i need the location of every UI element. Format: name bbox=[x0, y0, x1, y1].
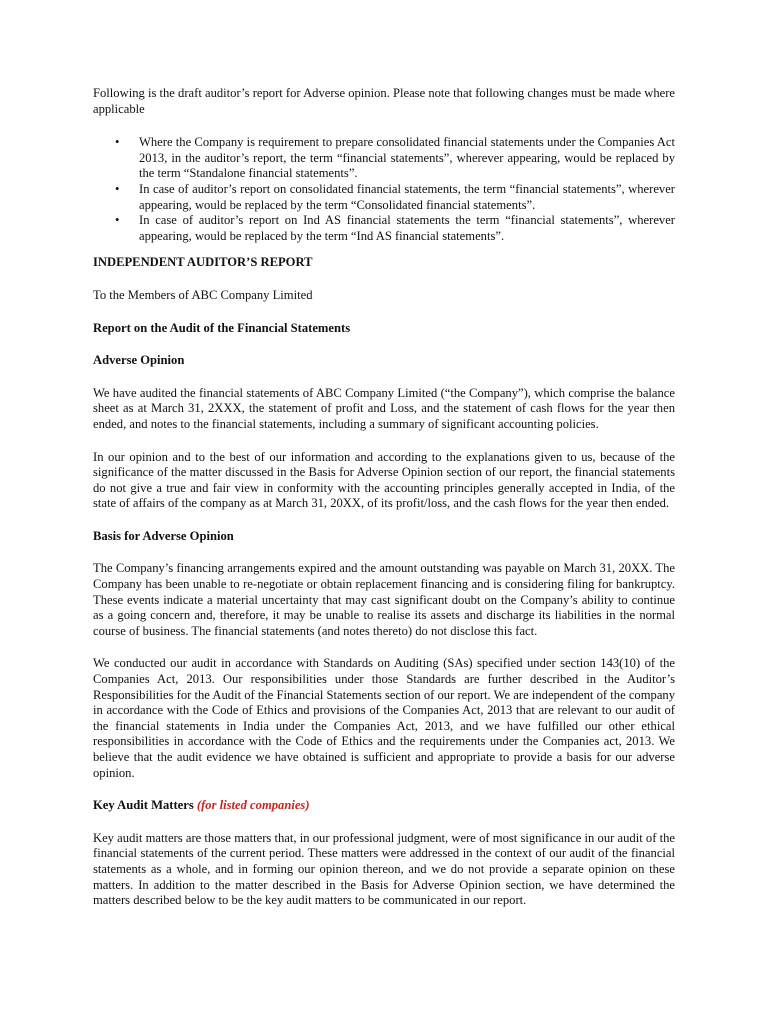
section-title: Report on the Audit of the Financial Statements bbox=[93, 320, 351, 335]
report-title: INDEPENDENT AUDITOR’S REPORT bbox=[93, 255, 313, 270]
basis-paragraph: We conducted our audit in accordance with Standards on Auditing (SAs) specified under section 143(10) of the Companies Act, 2013. Our responsibilities under those Standards are further described in the Auditor’s Responsibilities for the Audit of the Financial Statements section of our report. We are independent of the company in accordance with the Code of Ethics and provisions of the Companies Act, 2013 that are relevant to our audit of the financial statements in India under the Companies Act, 2013, and we have fulfilled our other ethical responsibilities in accordance with the Code of Ethics and the requirements under the Companies act, 2013. We believe that the audit evidence we have obtained is sufficient and appropriate to provide a basis for our adverse opinion. bbox=[93, 656, 675, 780]
list-item-text: In case of auditor’s report on Ind AS financial statements the term “financial statements”, wherever appearing, would be replaced by the term “Ind AS financial statements”. bbox=[139, 213, 675, 243]
addressee: To the Members of ABC Company Limited bbox=[93, 287, 313, 302]
kam-paragraph: Key audit matters are those matters that, in our professional judgment, were of most significance in our audit of the financial statements of the current period. These matters were addressed in the context of our audit of the financial statements as a whole, and in forming our opinion thereon, and we do not provide a separate opinion on these matters. In addition to the matter described in the Basis for Adverse Opinion section, we have determined the matters described below to be the key audit matters to be communicated in our report. bbox=[93, 830, 675, 908]
list-item-text: In case of auditor’s report on consolidated financial statements, the term “financial statements”, wherever appearing, would be replaced by the term “Consolidated financial statements”. bbox=[139, 181, 675, 212]
adverse-opinion-heading: Adverse Opinion bbox=[93, 353, 185, 368]
key-audit-matters-heading bbox=[93, 798, 675, 814]
bullet-icon: • bbox=[115, 135, 120, 150]
bullet-icon: • bbox=[115, 213, 120, 228]
list-item bbox=[93, 213, 675, 244]
change-list bbox=[93, 135, 675, 244]
kam-heading-text: Key Audit Matters bbox=[93, 798, 194, 813]
list-item bbox=[93, 182, 675, 213]
list-item-text: Where the Company is requirement to prepare consolidated financial statements under the Companies Act 2013, in the auditor’s report, the term “financial statements”, wherever appearing, would be replaced by the term “Standalone financial statements”. bbox=[139, 135, 675, 181]
kam-note: (for listed companies) bbox=[196, 798, 310, 813]
adverse-opinion-paragraph: In our opinion and to the best of our information and according to the explanations given to us, because of the significance of the matter discussed in the Basis for Adverse Opinion section of our report, the financial statements do not give a true and fair view in conformity with the accounting principles generally accepted in India, of the state of affairs of the company as at March 31, 20XX, of its profit/loss, and the cash flows for the year then ended. bbox=[93, 449, 675, 511]
bullet-icon: • bbox=[115, 181, 120, 196]
intro-paragraph: Following is the draft auditor’s report for Adverse opinion. Please note that following changes must be made where applicable bbox=[93, 86, 675, 116]
basis-paragraph: The Company’s financing arrangements expired and the amount outstanding was payable on March 31, 20XX. The Company has been unable to re-negotiate or obtain replacement financing and is considering filing for bankruptcy. These events indicate a material uncertainty that may cast significant doubt on the Company’s ability to continue as a going concern and, therefore, it may be unable to realise its assets and discharge its liabilities in the normal course of business. The financial statements (and notes thereto) do not disclose this fact. bbox=[93, 561, 675, 638]
basis-heading: Basis for Adverse Opinion bbox=[93, 528, 234, 543]
document-page bbox=[93, 86, 675, 909]
adverse-opinion-paragraph: We have audited the financial statements of ABC Company Limited (“the Company”), which comprise the balance sheet as at March 31, 2XXX, the statement of profit and Loss, and the statement of cash flows for the year then ended, and notes to the financial statements, including a summary of significant accounting policies. bbox=[93, 385, 675, 431]
list-item bbox=[93, 135, 675, 182]
